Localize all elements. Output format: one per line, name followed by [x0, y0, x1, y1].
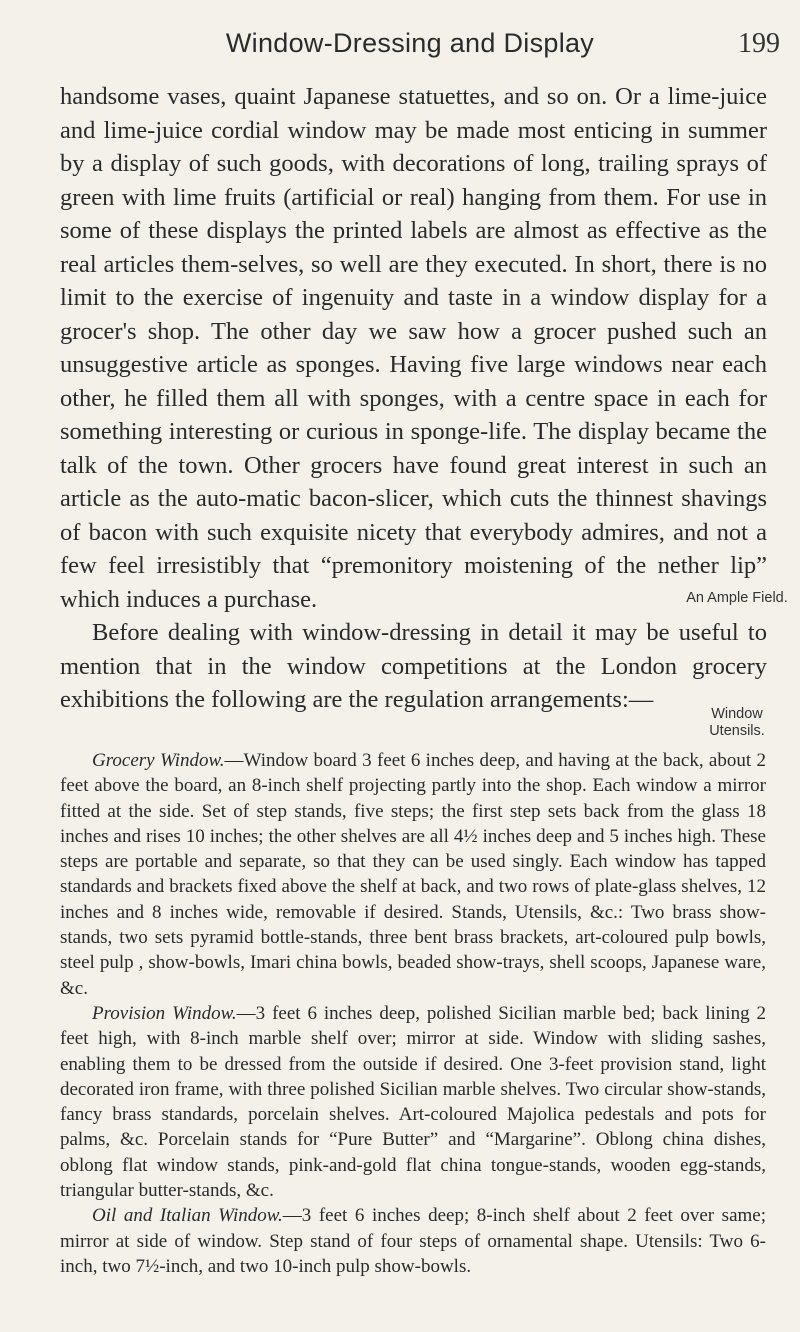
- paragraph-ample-field: handsome vases, quaint Japanese statuettes, and so on. Or a lime-juice and lime-juice cordial window may be made most enticing in summer by a display of such goods, with decorations of long, trailing sprays of green with lime fruits (artificial or real) hanging from them. For use in some of these displays the printed labels are almost as effective as the real articles them-selves, so well are they executed. In short, there is no limit to the exercise of ingenuity and taste in a window display for a grocer's shop. The other day we saw how a grocer pushed such an unsuggestive article as sponges. Having five large windows near each other, he filled them all with sponges, with a centre space in each for something interesting or curious in sponge-life. The display became the talk of the town. Other grocers have found great interest in such an article as the auto-matic bacon-slicer, which cuts the thinnest shavings of bacon with such exquisite nicety that everybody admires, and not a few feel irresistibly that “premonitory moistening of the nether lip” which induces a purchase.: [60, 83, 767, 613]
- paragraph-window-utensils: Before dealing with window-dressing in detail it may be useful to mention that in the window competitions at the London grocery exhibitions the following are the regulation arrangements:—: [60, 619, 767, 713]
- page-number: 199: [738, 28, 780, 59]
- body-text: [60, 80, 767, 717]
- section-text: —Window board 3 feet 6 inches deep, and having at the back, about 2 feet above the board, an 8-inch shelf projecting partly into the shop. Each window a mirror fitted at the side. Set of step stands, five steps; the first step sets back from the glass 18 inches and rises 10 inches; the other shelves are all 4½ inches deep and 5 inches high. These steps are portable and separate, so that they can be used singly. Each window has tapped standards and brackets fixed above the shelf at back, and two rows of plate-glass shelves, 12 inches and 8 inches wide, removable if desired. Stands, Utensils, &c.: Two brass show-stands, two sets pyramid bottle-stands, three bent brass brackets, art-coloured pulp bowls, steel pulp , show-bowls, Imari china bowls, beaded show-trays, shell scoops, Japanese ware, &c.: [60, 750, 766, 999]
- margin-note-ample-field: An Ample Field.: [686, 590, 788, 606]
- regulation-arrangements: [60, 748, 766, 1279]
- provision-window-section: [60, 1001, 766, 1203]
- running-title: Window-Dressing and Display: [225, 28, 595, 58]
- grocery-window-section: [60, 748, 766, 1001]
- oil-italian-window-section: [60, 1203, 766, 1279]
- page-header: [60, 28, 780, 68]
- section-heading: Grocery Window.: [92, 750, 225, 771]
- section-heading: Oil and Italian Window.: [92, 1205, 283, 1227]
- section-text: —3 feet 6 inches deep, polished Sicilian marble bed; back lining 2 feet high, with 8-inch marble shelf over; mirror at side. Window with sliding sashes, enabling them to be dressed from the outside if desired. One 3-feet provision stand, light decorated iron frame, with three polished Sicilian marble shelves. Two circular show-stands, fancy brass standards, porcelain shelves. Art-coloured Majolica pedestals and pots for palms, &c. Porcelain stands for “Pure Butter” and “Margarine”. Oblong china dishes, oblong flat window stands, pink-and-gold flat china tongue-stands, wooden egg-stands, triangular butter-stands, &c.: [60, 1002, 766, 1202]
- section-text: —3 feet 6 inches deep; 8-inch shelf about 2 feet over same; mirror at side of window. Step stand of four steps of ornamental shape. Utensils: Two 6-inch, two 7½-inch, and two 10-inch pulp show-bowls.: [60, 1205, 766, 1277]
- margin-note-window-utensils: Window Utensils.: [709, 706, 765, 739]
- section-heading: Provision Window.: [92, 1002, 237, 1024]
